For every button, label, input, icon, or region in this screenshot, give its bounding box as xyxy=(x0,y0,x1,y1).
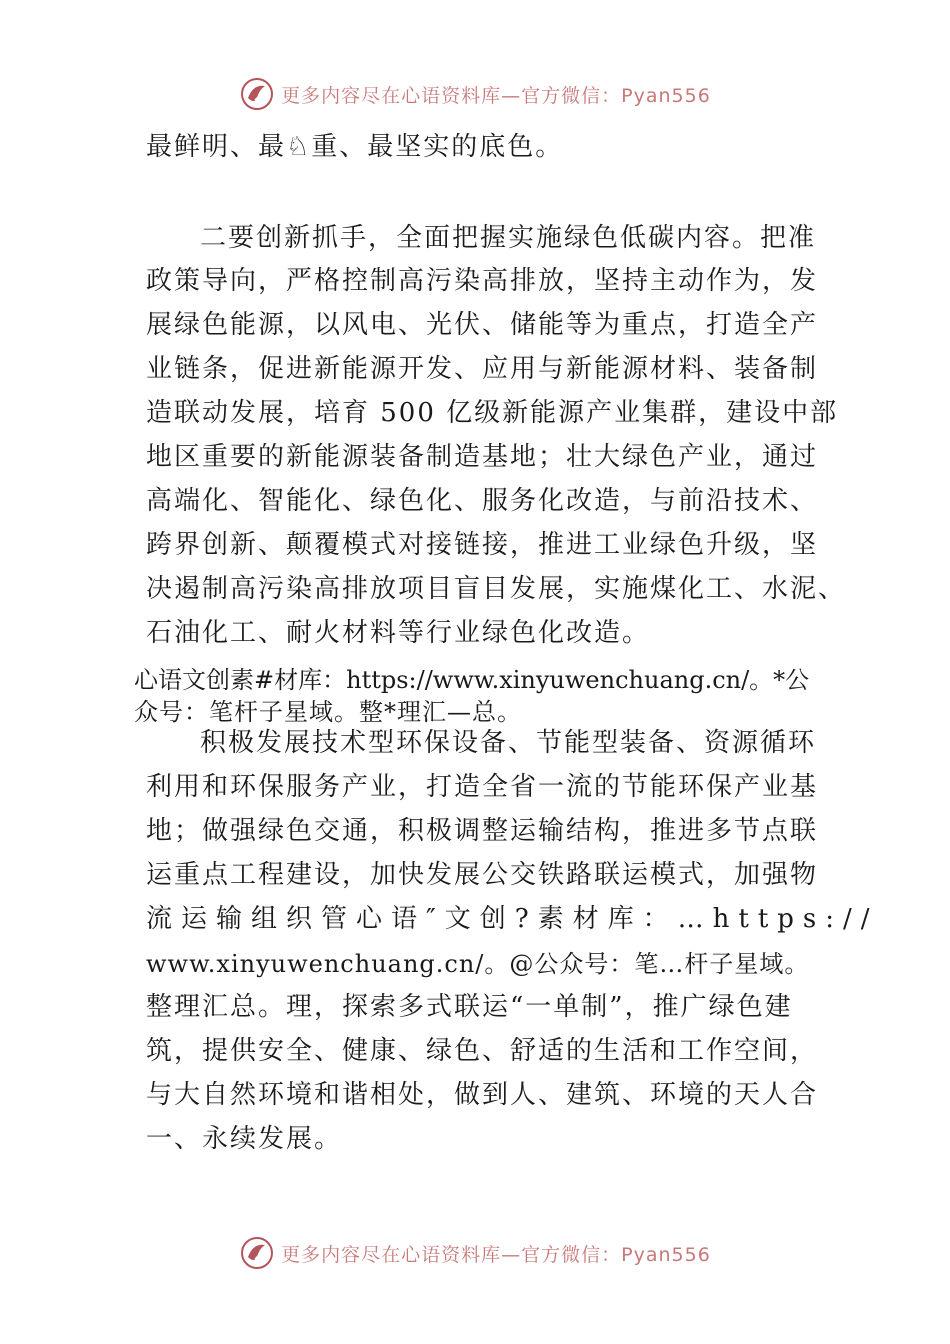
text-line: 业链条，促进新能源开发、应用与新能源材料、装备制 xyxy=(146,354,819,384)
text-line: 跨界创新、颠覆模式对接链接，推进工业绿色升级，坚 xyxy=(146,530,819,560)
text-line: 与大自然环境和谐相处，做到人、建筑、环境的天人合 xyxy=(146,1080,819,1110)
text-line: 高端化、智能化、绿色化、服务化改造，与前沿技术、 xyxy=(146,486,819,516)
text-line: 展绿色能源，以风电、光伏、储能等为重点，打造全产 xyxy=(146,310,819,340)
banner-text: 更多内容尽在心语资料库—官方微信：Pyan556 xyxy=(281,84,711,107)
watermark-text-line: 众号：笔杆子星域。整*理汇—总。 xyxy=(134,698,522,726)
text-line: www.xinyuwenchuang.cn/。@公众号：笔…杆子星域。 xyxy=(146,950,810,978)
text-line: 整理汇总。理，探索多式联运“一单制”，推广绿色建 xyxy=(146,992,793,1022)
brand-logo-icon xyxy=(239,1235,275,1271)
watermark-text-line: 心语文创素#材库：https://www.xinyuwenchuang.cn/。*公 xyxy=(134,666,810,694)
text-line: 地区重要的新能源装备制造基地；壮大绿色产业，通过 xyxy=(146,442,819,472)
paragraph-start-line: 二要创新抓手，全面把握实施绿色低碳内容。把准 xyxy=(200,223,817,253)
text-line: 决遏制高污染高排放项目盲目发展，实施煤化工、水泥、 xyxy=(146,574,847,604)
text-line: 最鲜明、最♘重、最坚实的底色。 xyxy=(146,132,564,162)
text-line: 地；做强绿色交通，积极调整运输结构，推进多节点联 xyxy=(146,816,819,846)
text-line: 政策导向，严格控制高污染高排放，坚持主动作为，发 xyxy=(146,266,819,296)
footer-banner xyxy=(0,1231,950,1275)
banner-text: 更多内容尽在心语资料库—官方微信：Pyan556 xyxy=(281,1243,711,1266)
text-line: 运重点工程建设，加快发展公交铁路联运模式，加强物 xyxy=(146,860,819,890)
paragraph-start-line: 积极发展技术型环保设备、节能型装备、资源循环 xyxy=(200,728,817,758)
brand-logo-icon xyxy=(239,76,275,112)
text-line: 筑，提供安全、健康、绿色、舒适的生活和工作空间， xyxy=(146,1036,819,1066)
text-line: 造联动发展，培育 500 亿级新能源产业集群，建设中部 xyxy=(146,398,839,428)
text-line: 流运输组织管心语″文创?素材库：…https:// xyxy=(146,904,879,934)
text-line: 一、永续发展。 xyxy=(146,1124,343,1154)
text-line: 利用和环保服务产业，打造全省一流的节能环保产业基 xyxy=(146,772,819,802)
header-banner xyxy=(0,72,950,116)
text-line: 石油化工、耐火材料等行业绿色化改造。 xyxy=(146,618,651,648)
